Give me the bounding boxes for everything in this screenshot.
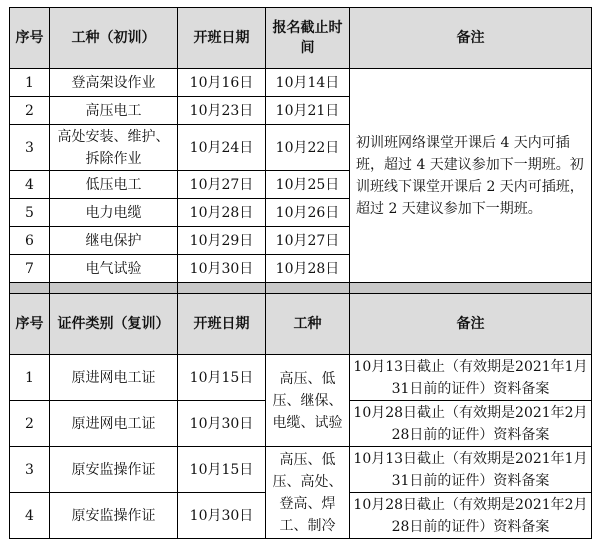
header-remark: 备注 (350, 294, 592, 355)
row-cert: 原进网电工证 (50, 401, 178, 447)
row-no: 7 (10, 255, 50, 283)
row-no: 4 (10, 493, 50, 539)
row-deadline: 10月21日 (266, 97, 350, 125)
row-no: 1 (10, 69, 50, 97)
row-start: 10月29日 (178, 227, 266, 255)
table-row (10, 69, 592, 97)
table-row (10, 447, 592, 493)
row-no: 4 (10, 171, 50, 199)
row-cert: 原进网电工证 (50, 355, 178, 401)
row-type: 低压电工 (50, 171, 178, 199)
row-no: 6 (10, 227, 50, 255)
row-no: 1 (10, 355, 50, 401)
row-type: 电力电缆 (50, 199, 178, 227)
header-start-date: 开班日期 (178, 294, 266, 355)
initial-remark: 初训班网络课堂开课后 4 天内可插班，超过 4 天建议参加下一期班。初训班线下课堂开课后 2 天内可插班，超过 2 天建议参加下一期班。 (350, 69, 592, 283)
header-cert-type: 证件类别（复训） (50, 294, 178, 355)
row-type: 继电保护 (50, 227, 178, 255)
section-separator (10, 283, 592, 294)
initial-header-row (10, 8, 592, 69)
row-start: 10月27日 (178, 171, 266, 199)
header-type: 工种（初训） (50, 8, 178, 69)
row-start: 10月15日 (178, 447, 266, 493)
row-deadline: 10月28日 (266, 255, 350, 283)
row-type: 高压电工 (50, 97, 178, 125)
row-deadline: 10月26日 (266, 199, 350, 227)
header-no: 序号 (10, 294, 50, 355)
header-work-type: 工种 (266, 294, 350, 355)
training-schedule-table (9, 7, 592, 539)
row-type: 电气试验 (50, 255, 178, 283)
row-type: 登高架设作业 (50, 69, 178, 97)
row-start: 10月24日 (178, 125, 266, 171)
work-types-electrician: 高压、低压、继保、电缆、试验 (266, 355, 350, 447)
row-start: 10月30日 (178, 401, 266, 447)
row-note: 10月13日截止（有效期是2021年1月31日前的证件）资料备案 (350, 447, 592, 493)
row-deadline: 10月14日 (266, 69, 350, 97)
header-no: 序号 (10, 8, 50, 69)
row-start: 10月28日 (178, 199, 266, 227)
row-note: 10月28日截止（有效期是2021年2月28日前的证件）资料备案 (350, 401, 592, 447)
row-note: 10月28日截止（有效期是2021年2月28日前的证件）资料备案 (350, 493, 592, 539)
row-no: 3 (10, 125, 50, 171)
row-start: 10月16日 (178, 69, 266, 97)
header-start-date: 开班日期 (178, 8, 266, 69)
table-row (10, 355, 592, 401)
header-deadline: 报名截止时间 (266, 8, 350, 69)
row-deadline: 10月27日 (266, 227, 350, 255)
row-note: 10月13日截止（有效期是2021年1月31日前的证件）资料备案 (350, 355, 592, 401)
row-start: 10月30日 (178, 255, 266, 283)
header-remark: 备注 (350, 8, 592, 69)
row-no: 3 (10, 447, 50, 493)
row-no: 2 (10, 97, 50, 125)
row-start: 10月23日 (178, 97, 266, 125)
row-start: 10月30日 (178, 493, 266, 539)
row-deadline: 10月25日 (266, 171, 350, 199)
row-deadline: 10月22日 (266, 125, 350, 171)
row-type: 高处安装、维护、拆除作业 (50, 125, 178, 171)
row-no: 2 (10, 401, 50, 447)
renewal-header-row (10, 294, 592, 355)
work-types-safety: 高压、低压、高处、登高、焊工、制冷 (266, 447, 350, 539)
row-start: 10月15日 (178, 355, 266, 401)
row-cert: 原安监操作证 (50, 447, 178, 493)
row-no: 5 (10, 199, 50, 227)
row-cert: 原安监操作证 (50, 493, 178, 539)
